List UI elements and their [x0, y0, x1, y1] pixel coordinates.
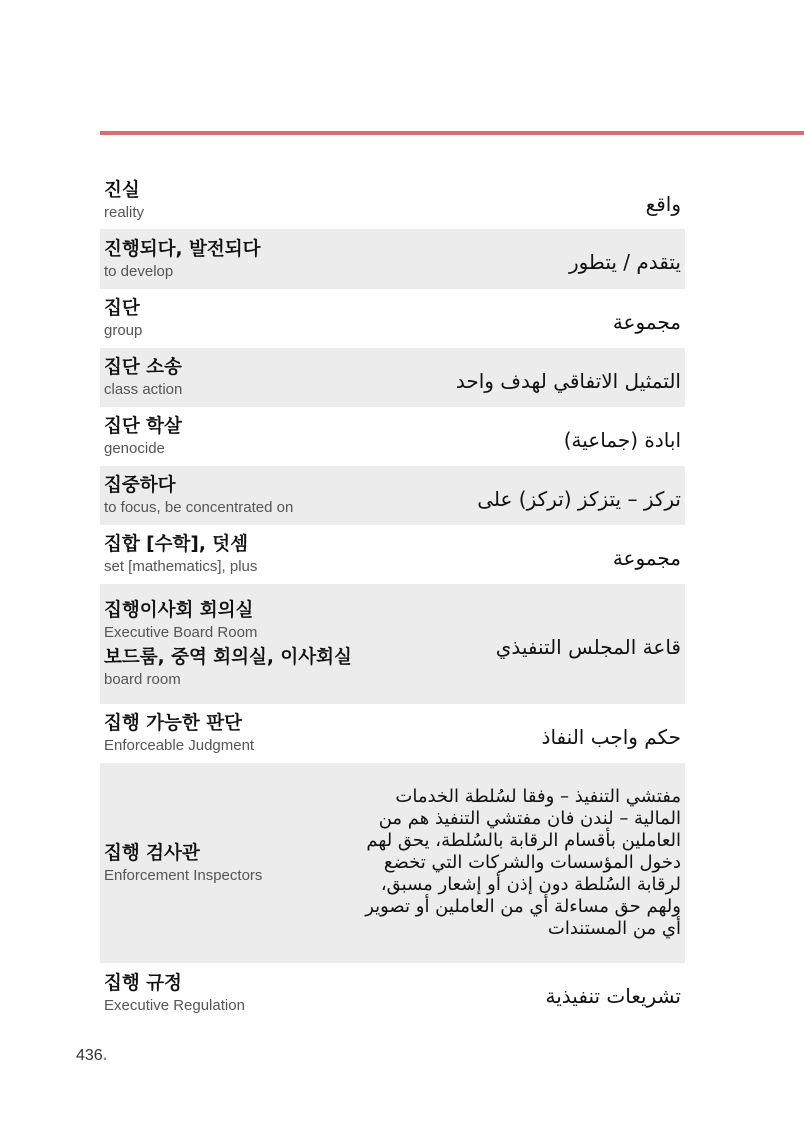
glossary-row [100, 763, 685, 963]
korean-term: 집단 [104, 298, 140, 319]
korean-term: 집행 검사관 [104, 842, 200, 864]
korean-column [104, 599, 352, 689]
korean-term: 집합 [수학], 덧셈 [104, 534, 249, 555]
arabic-term: تركز – يتزكز (تركز) على [477, 486, 681, 511]
arabic-term: تشريعات تنفيذية [545, 984, 681, 1008]
arabic-definition: مفتشي التنفيذ – وفقا لسُلطة الخدمات المالية – لندن فان مفتشي التنفيذ هم من العاملين بأقسام الرقابة بالسُلطة، يحق لهم دخول المؤسسات والشركات التي تخضع لرقابة السُلطة دون إذن أو إشعار مسبق، ولهم حق مساءلة أي من العاملين أو تصوير أي من المستندات [365, 786, 681, 939]
english-term: set [mathematics], plus [104, 558, 258, 575]
korean-term: 집행 규정 [104, 972, 182, 994]
arabic-term: مجموعة [612, 309, 681, 334]
korean-term: 진실 [104, 180, 140, 201]
english-term: to focus, be concentrated on [104, 499, 294, 516]
korean-column [104, 972, 245, 1015]
korean-column [104, 712, 254, 755]
korean-term: 집단 학살 [104, 416, 182, 437]
korean-column [104, 356, 182, 399]
glossary-row [100, 963, 685, 1023]
arabic-term: واقع [645, 191, 681, 216]
english-term: to develop [104, 262, 174, 280]
glossary-row [100, 289, 685, 348]
arabic-term: ابادة (جماعية) [563, 427, 681, 452]
english-term: Enforceable Judgment [104, 737, 255, 754]
english-term-secondary: board room [104, 671, 181, 688]
arabic-term: التمثيل الاتفاقي لهدف واحد [455, 368, 681, 393]
english-term: reality [104, 204, 145, 221]
korean-term-secondary: 보드룸, 중역 회의실, 이사회실 [104, 647, 352, 668]
korean-column [104, 533, 257, 576]
korean-term: 집행이사회 회의실 [104, 600, 254, 621]
glossary-row [100, 525, 685, 584]
english-term: class action [104, 381, 183, 398]
glossary-row [100, 229, 685, 289]
korean-column [104, 238, 260, 281]
korean-column [104, 842, 262, 885]
page-number-dot: . [102, 1047, 108, 1064]
korean-column [104, 415, 182, 458]
glossary-row [100, 584, 685, 704]
korean-term: 진행되다, 발전되다 [104, 238, 261, 260]
glossary-table [100, 172, 685, 1023]
arabic-term: يتقدم / يتطور [568, 250, 681, 274]
glossary-row [100, 172, 685, 229]
glossary-row [100, 348, 685, 407]
korean-term: 집행 가능한 판단 [104, 713, 242, 734]
glossary-row [100, 704, 685, 763]
english-term: Executive Regulation [104, 996, 245, 1014]
arabic-term: حكم واجب النفاذ [541, 724, 681, 749]
korean-column [104, 179, 144, 222]
english-term: Enforcement Inspectors [104, 866, 263, 884]
korean-column [104, 297, 142, 340]
korean-term: 집단 소송 [104, 357, 182, 378]
korean-term: 집중하다 [104, 475, 176, 496]
arabic-term: مجموعة [612, 545, 681, 570]
page-number [76, 1047, 107, 1065]
korean-column [104, 474, 293, 517]
english-term: Executive Board Room [104, 624, 258, 641]
glossary-row [100, 407, 685, 466]
english-term: group [104, 322, 143, 339]
glossary-row [100, 466, 685, 525]
arabic-term: قاعة المجلس التنفيذي [495, 635, 681, 659]
top-accent-rule [100, 131, 804, 135]
page-number-text: 436 [76, 1047, 103, 1064]
english-term: genocide [104, 440, 165, 457]
